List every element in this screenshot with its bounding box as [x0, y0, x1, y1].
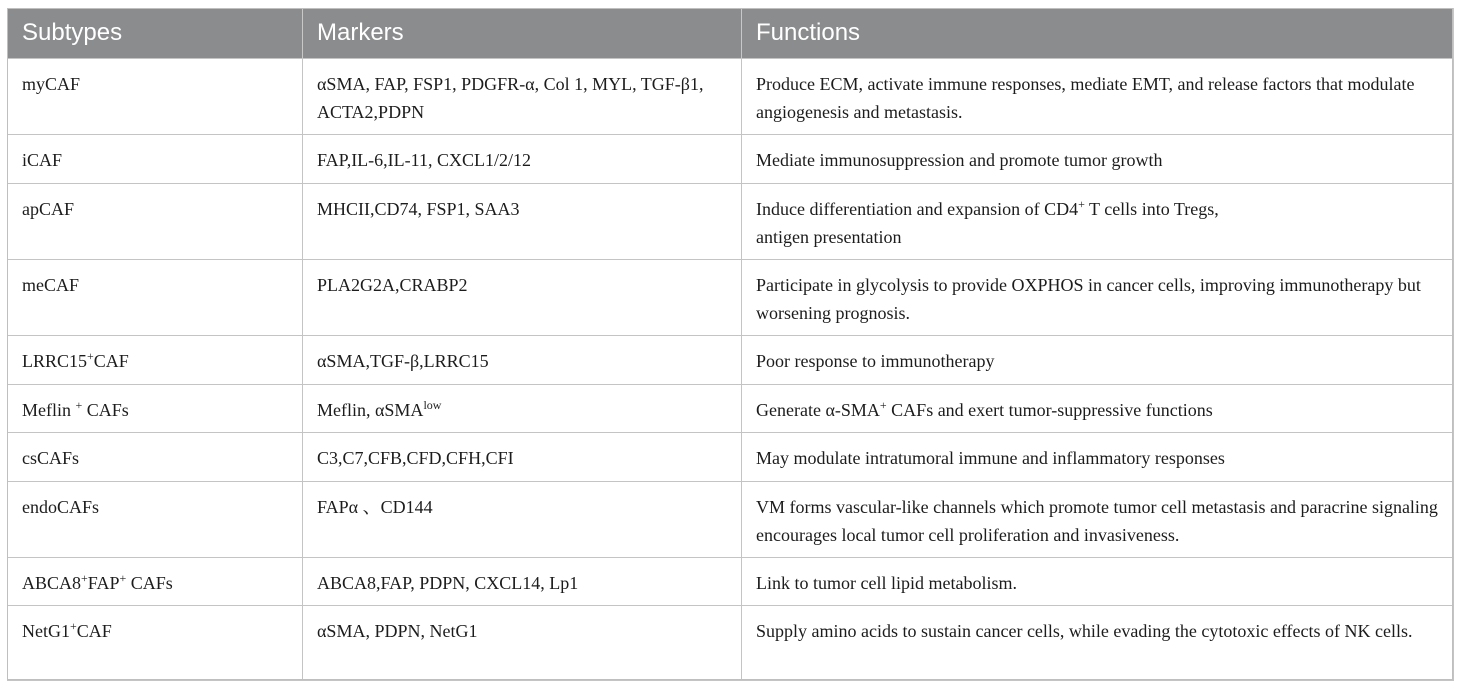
- text-segment: LRRC15: [22, 351, 88, 371]
- table-body: [8, 59, 1454, 681]
- text-segment: apCAF: [22, 199, 75, 219]
- markers-cell: [303, 135, 742, 184]
- text-segment: T cells into Tregs,: [1084, 199, 1219, 219]
- text-segment: FAPα 、CD144: [317, 497, 433, 517]
- subtype-cell: [8, 385, 303, 433]
- text-segment: Meflin, αSMA: [317, 400, 424, 420]
- subtype-cell: [8, 433, 303, 482]
- text-segment: ABCA8: [22, 573, 82, 593]
- markers-cell: [303, 336, 742, 385]
- table-row: [8, 606, 1454, 681]
- table-row: [8, 385, 1454, 433]
- text-segment: Meflin: [22, 400, 76, 420]
- text-segment: C3,C7,CFB,CFD,CFH,CFI: [317, 448, 514, 468]
- text-segment: May modulate intratumoral immune and inflammatory responses: [756, 448, 1225, 468]
- text-segment: endoCAFs: [22, 497, 100, 517]
- header-row: [8, 8, 1454, 59]
- text-segment: Generate α-SMA: [756, 400, 880, 420]
- text-segment: Poor response to immunotherapy: [756, 351, 995, 371]
- superscript: +: [1078, 197, 1085, 211]
- table-row: [8, 184, 1454, 260]
- markers-cell: [303, 385, 742, 433]
- superscript: low: [423, 398, 442, 412]
- markers-cell: [303, 184, 742, 260]
- table-row: [8, 59, 1454, 135]
- functions-cell: [742, 184, 1454, 260]
- table-row: [8, 558, 1454, 606]
- header-markers: Markers: [303, 8, 742, 59]
- text-segment: CAFs: [82, 400, 129, 420]
- text-segment: FAP: [87, 573, 120, 593]
- subtype-cell: [8, 59, 303, 135]
- markers-cell: [303, 59, 742, 135]
- text-segment: CAFs: [126, 573, 173, 593]
- text-segment: Participate in glycolysis to provide OXPHOS in cancer cells, improving immunotherapy but worsening prognosis.: [756, 275, 1421, 323]
- functions-cell: [742, 59, 1454, 135]
- text-segment: antigen presentation: [756, 227, 902, 247]
- text-segment: Produce ECM, activate immune responses, mediate EMT, and release factors that modulate angiogenesis and metastasis.: [756, 74, 1415, 122]
- text-segment: Link to tumor cell lipid metabolism.: [756, 573, 1017, 593]
- text-segment: VM forms vascular-like channels which promote tumor cell metastasis and paracrine signaling encourages local tumor cell proliferation and invasiveness.: [756, 497, 1438, 545]
- functions-cell: [742, 482, 1454, 558]
- superscript: +: [70, 619, 77, 633]
- markers-cell: [303, 260, 742, 336]
- superscript: +: [119, 571, 127, 585]
- text-segment: Supply amino acids to sustain cancer cells, while evading the cytotoxic effects of NK cells.: [756, 621, 1413, 641]
- text-segment: Induce differentiation and expansion of CD4: [756, 199, 1079, 219]
- text-segment: CAFs and exert tumor-suppressive functions: [886, 400, 1213, 420]
- functions-cell: [742, 385, 1454, 433]
- functions-cell: [742, 135, 1454, 184]
- subtype-cell: [8, 482, 303, 558]
- header-subtypes: Subtypes: [8, 8, 303, 59]
- markers-cell: [303, 558, 742, 606]
- text-segment: meCAF: [22, 275, 80, 295]
- text-segment: myCAF: [22, 74, 81, 94]
- header-functions: Functions: [742, 8, 1454, 59]
- text-segment: αSMA, FAP, FSP1, PDGFR-α, Col 1, MYL, TGF-β1, ACTA2,PDPN: [317, 74, 704, 122]
- functions-cell: [742, 336, 1454, 385]
- subtype-cell: [8, 558, 303, 606]
- text-segment: CAF: [76, 621, 112, 641]
- text-segment: αSMA, PDPN, NetG1: [317, 621, 478, 641]
- caf-subtypes-table: [7, 8, 1454, 681]
- subtype-cell: [8, 184, 303, 260]
- markers-cell: [303, 433, 742, 482]
- superscript: +: [87, 349, 94, 363]
- markers-cell: [303, 482, 742, 558]
- markers-cell: [303, 606, 742, 681]
- functions-cell: [742, 606, 1454, 681]
- table-row: [8, 433, 1454, 482]
- table-header: [8, 8, 1454, 59]
- text-segment: Mediate immunosuppression and promote tumor growth: [756, 150, 1163, 170]
- superscript: +: [81, 571, 88, 585]
- text-segment: iCAF: [22, 150, 63, 170]
- subtype-cell: [8, 260, 303, 336]
- text-segment: CAF: [93, 351, 129, 371]
- functions-cell: [742, 260, 1454, 336]
- text-segment: ABCA8,FAP, PDPN, CXCL14, Lp1: [317, 573, 579, 593]
- text-segment: αSMA,TGF-β,LRRC15: [317, 351, 489, 371]
- superscript: +: [879, 398, 887, 412]
- text-segment: FAP,IL-6,IL-11, CXCL1/2/12: [317, 150, 531, 170]
- table-row: [8, 135, 1454, 184]
- table-row: [8, 336, 1454, 385]
- text-segment: PLA2G2A,CRABP2: [317, 275, 468, 295]
- text-segment: csCAFs: [22, 448, 80, 468]
- table-row: [8, 260, 1454, 336]
- text-segment: MHCII,CD74, FSP1, SAA3: [317, 199, 520, 219]
- functions-cell: [742, 433, 1454, 482]
- table-row: [8, 482, 1454, 558]
- superscript: +: [75, 398, 83, 412]
- subtype-cell: [8, 606, 303, 681]
- subtype-cell: [8, 336, 303, 385]
- functions-cell: [742, 558, 1454, 606]
- text-segment: NetG1: [22, 621, 70, 641]
- subtype-cell: [8, 135, 303, 184]
